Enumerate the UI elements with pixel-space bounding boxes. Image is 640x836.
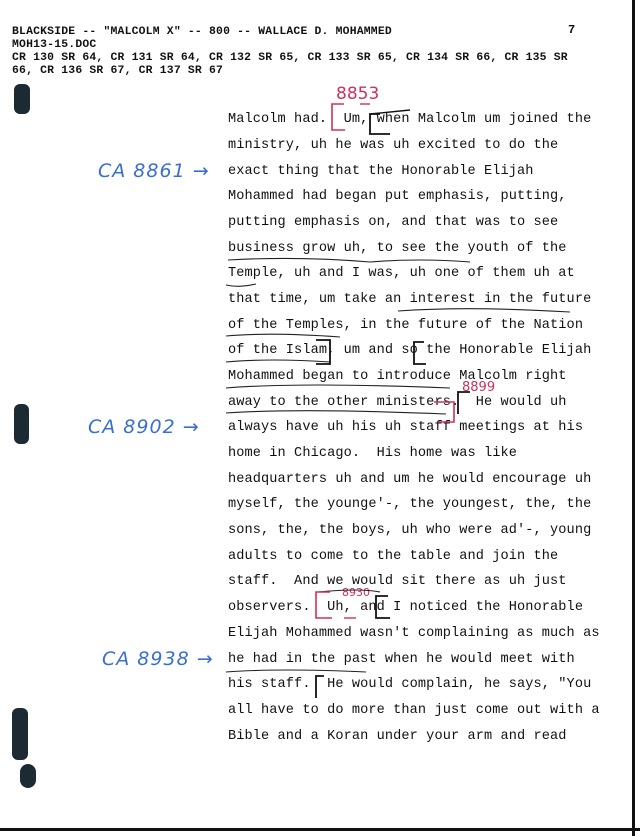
underline (226, 670, 366, 672)
body-line: home in Chicago. His home was like (228, 446, 518, 461)
header-filename: MOH13-15.DOC (12, 39, 97, 51)
body-line: Bible and a Koran under your arm and read (228, 729, 567, 744)
underline (226, 360, 330, 362)
timecode-annotation: 8899 (462, 380, 496, 395)
underline (228, 258, 470, 262)
underline (398, 309, 570, 312)
page-edge-bottom (0, 828, 640, 831)
body-line: observers. Uh, and I noticed the Honorable (228, 600, 584, 615)
page-number: 7 (568, 23, 576, 37)
page-edge-right (632, 0, 635, 836)
camera-annotation: CA 8861 → (98, 160, 210, 182)
binder-hole-bottom-lower (20, 764, 36, 788)
body-line: away to the other ministers. He would uh (228, 395, 567, 410)
binder-hole-bottom (12, 708, 28, 760)
header-reel-codes-cont: 66, CR 136 SR 67, CR 137 SR 67 (12, 65, 224, 77)
camera-annotation: CA 8902 → (88, 416, 200, 438)
body-line: myself, the younge'-, the youngest, the, the (228, 497, 592, 512)
binder-hole-top (14, 84, 30, 114)
camera-annotation: CA 8938 → (102, 648, 214, 670)
body-line: ministry, uh he was uh excited to do the (228, 138, 559, 153)
body-line: he had in the past when he would meet with (228, 652, 575, 667)
body-line: business grow uh, to see the youth of the (228, 241, 567, 256)
body-line: adults to come to the table and join the (228, 549, 559, 564)
timecode-annotation: 8853 (336, 84, 380, 104)
body-line: putting emphasis on, and that was to see (228, 215, 559, 230)
body-line: Mohammed began to introduce Malcolm right (228, 369, 567, 384)
body-line: exact thing that the Honorable Elijah (228, 164, 534, 179)
body-line: headquarters uh and um he would encourage uh (228, 472, 592, 487)
body-line: his staff. He would complain, he says, "You (228, 677, 592, 692)
body-line: of the Temples, in the future of the Nation (228, 318, 584, 333)
header-title: BLACKSIDE -- "MALCOLM X" -- 800 -- WALLACE D. MOHAMMED (12, 26, 392, 38)
timecode-annotation: 8930 (342, 586, 370, 599)
body-line: Temple, uh and I was, uh one of them uh at (228, 266, 575, 281)
body-line: Mohammed had began put emphasis, putting, (228, 189, 567, 204)
body-line: staff. And we would sit there as uh just (228, 574, 567, 589)
body-line: sons, the, the boys, uh who were ad'-, young (228, 523, 592, 538)
body-line: Elijah Mohammed wasn't complaining as much as (228, 626, 600, 641)
header-reel-codes: CR 130 SR 64, CR 131 SR 64, CR 132 SR 65, CR 133 SR 65, CR 134 SR 66, CR 135 SR (12, 52, 568, 64)
body-line: Malcolm had. Um, when Malcolm um joined the (228, 112, 592, 127)
binder-hole-middle (14, 404, 29, 444)
body-line: that time, um take an interest in the future (228, 292, 592, 307)
body-line: always have uh his uh staff meetings at his (228, 420, 584, 435)
underline (226, 284, 256, 286)
body-line: of the Islam, um and so the Honorable Elijah (228, 343, 592, 358)
body-line: all have to do more than just come out with a (228, 703, 600, 718)
